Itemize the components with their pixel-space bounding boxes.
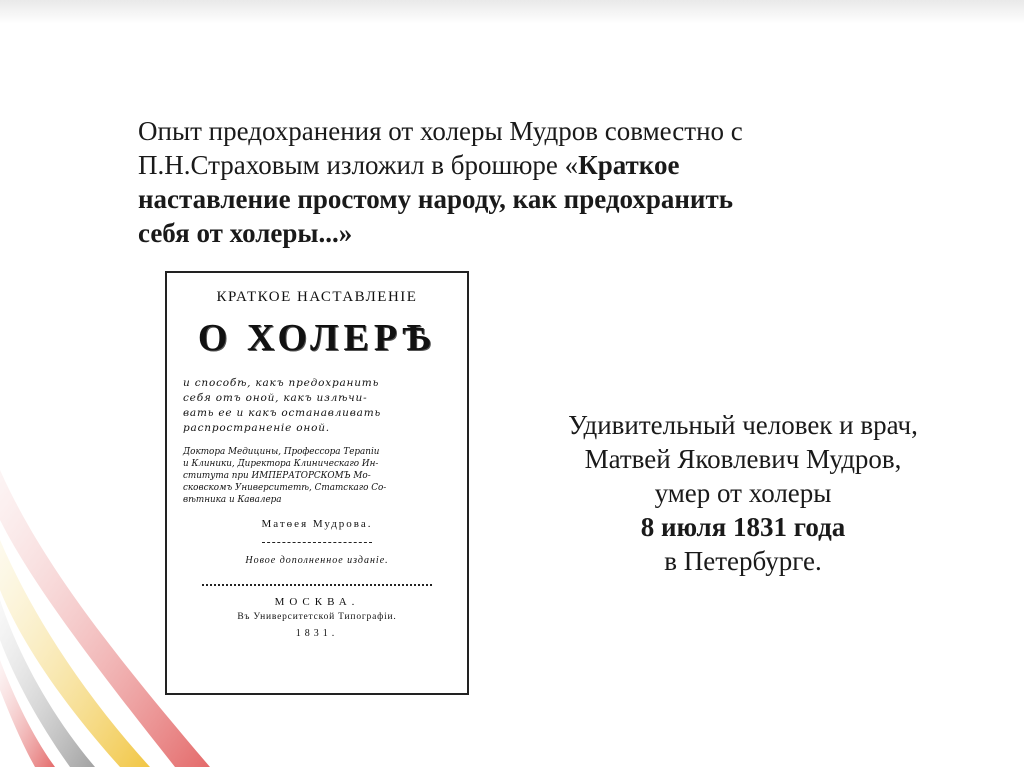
intro-line-4-bold: себя от холеры...» xyxy=(138,218,353,248)
book-author-line: Доктора Медицины, Профессора Терапіи xyxy=(183,447,380,457)
bio-line-4-bold: 8 июля 1831 года xyxy=(640,512,846,542)
book-subtitle xyxy=(183,376,451,436)
book-press: Въ Университетской Типографіи. xyxy=(237,612,397,622)
book-author-name: Матѳея Мудрова. xyxy=(261,518,373,530)
book-divider xyxy=(262,542,372,543)
bio-line-5: в Петербурге. xyxy=(664,546,822,576)
book-subtitle-line: вать ее и какъ останавливать xyxy=(183,407,381,419)
book-edition: Новое дополненное изданіе. xyxy=(245,555,389,566)
intro-line-3-bold: наставление простому народу, как предохранить xyxy=(138,184,733,214)
intro-paragraph xyxy=(138,114,858,250)
book-author-credentials xyxy=(183,446,451,506)
book-year: 1831. xyxy=(295,628,339,639)
book-city: МОСКВА. xyxy=(274,596,360,608)
intro-line-2-bold: Краткое xyxy=(578,150,680,180)
bio-paragraph xyxy=(528,408,958,578)
intro-line-2: П.Н.Страховым изложил в брошюре « xyxy=(138,150,579,180)
book-title-large: О ХОЛЕРѢ xyxy=(197,317,437,359)
book-author-line: и Клиники, Директора Клиническаго Ин- xyxy=(183,459,379,469)
bio-line-2: Матвей Яковлевич Мудров, xyxy=(584,444,902,474)
bio-line-3: умер от холеры xyxy=(654,478,832,508)
book-subtitle-line: и способѣ, какъ предохранить xyxy=(183,377,380,389)
book-author-line: вѣтника и Кавалера xyxy=(183,495,282,505)
book-title-small: КРАТКОЕ НАСТАВЛЕНІЕ xyxy=(216,289,418,305)
bio-line-1: Удивительный человек и врач, xyxy=(568,410,918,440)
book-author-line: ститута при ИМПЕРАТОРСКОМЪ Мо- xyxy=(183,471,371,481)
book-divider-dotted xyxy=(202,584,432,586)
book-subtitle-line: себя отъ оной, какъ излѣчи- xyxy=(183,392,368,404)
book-author-line: сковскомъ Университетѣ, Статскаго Со- xyxy=(183,483,387,493)
book-subtitle-line: распространеніе оной. xyxy=(183,422,330,434)
intro-line-1: Опыт предохранения от холеры Мудров совместно с xyxy=(138,116,743,146)
book-title-page xyxy=(165,271,469,695)
